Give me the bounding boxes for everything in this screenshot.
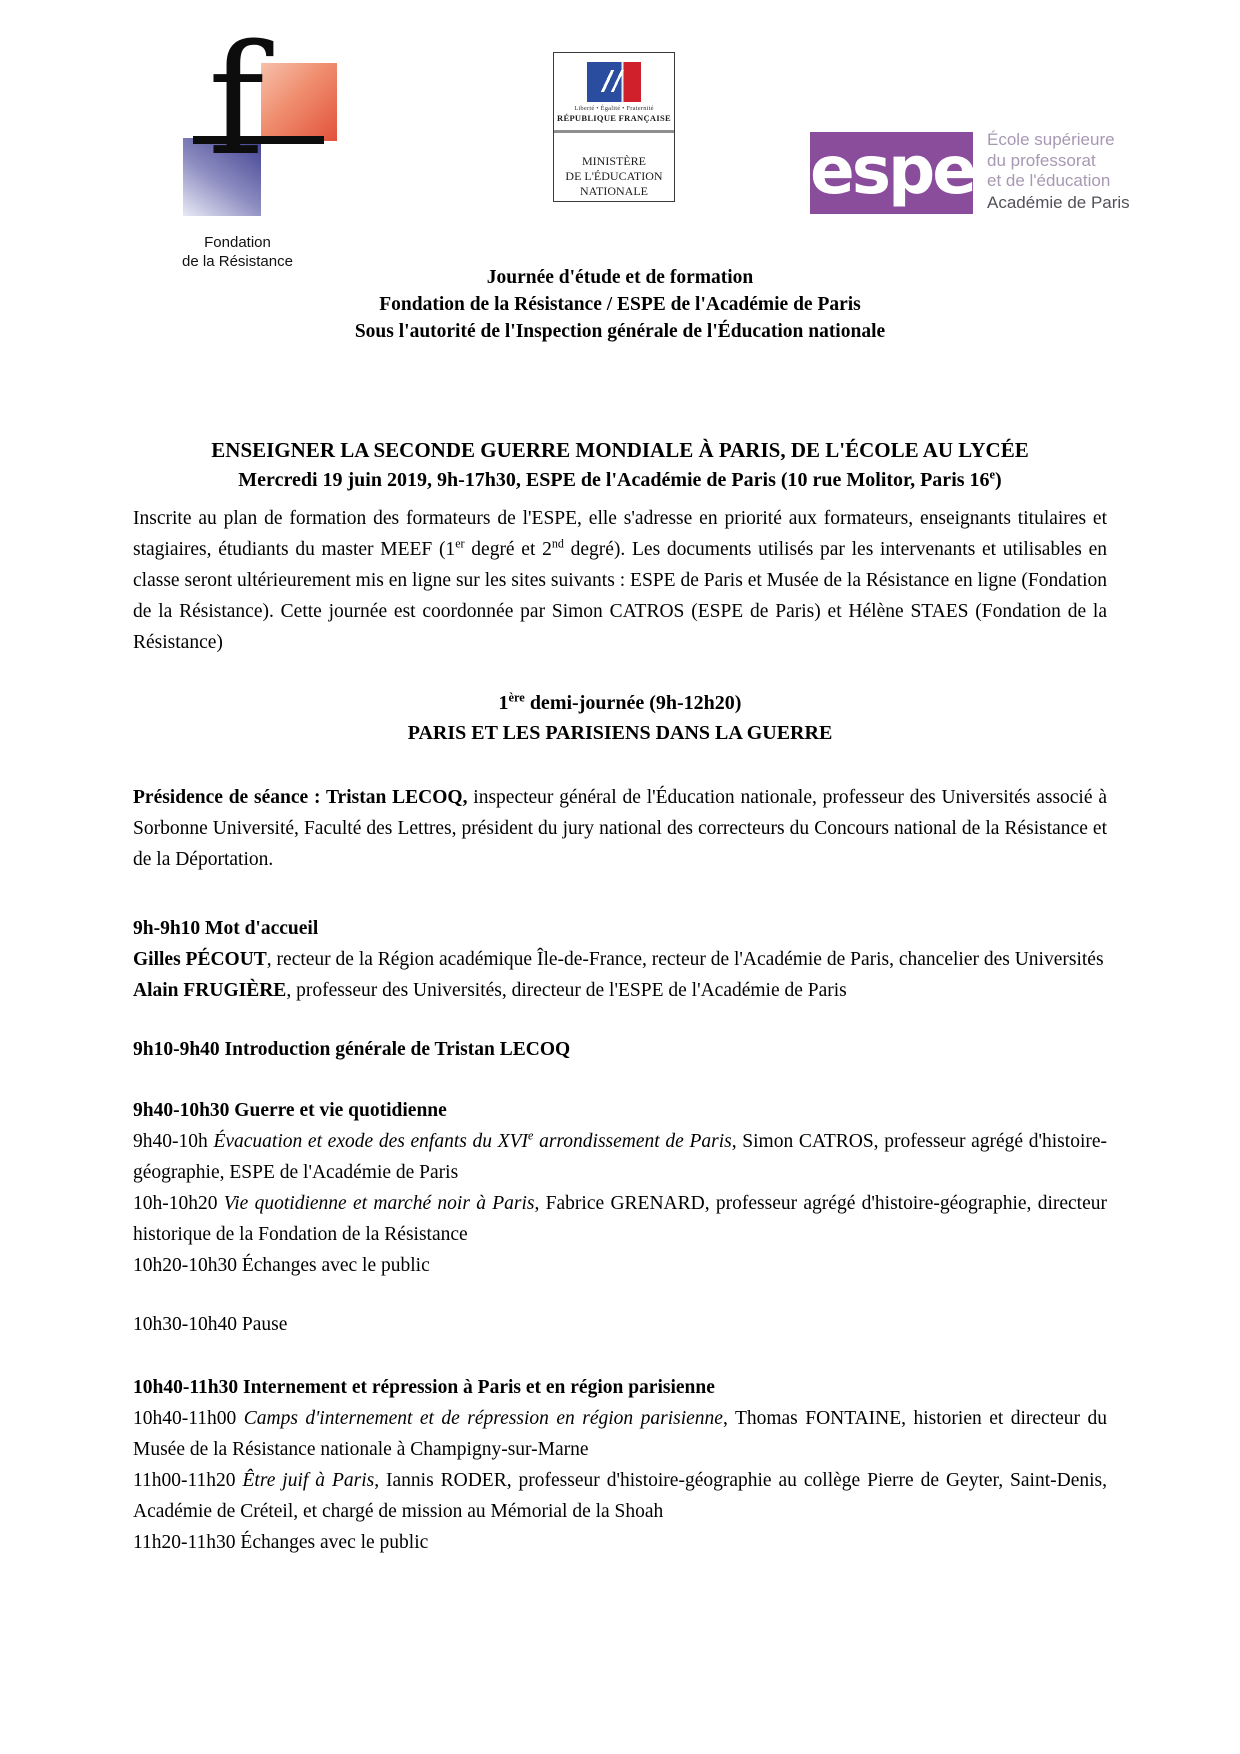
guerre-item1-time: 9h40-10h — [133, 1131, 214, 1152]
section-introduction-heading: 9h10-9h40 Introduction générale de Tristan LECOQ — [133, 1039, 571, 1060]
session-superscript: ère — [508, 690, 525, 705]
accueil-speaker1 — [133, 944, 1107, 975]
ministere-republique: RÉPUBLIQUE FRANÇAISE — [557, 113, 671, 123]
internement-item2-time: 11h00-11h20 — [133, 1470, 243, 1491]
ministere-name-line2: DE L'ÉDUCATION — [565, 169, 663, 183]
pause-line: 10h30-10h40 Pause — [133, 1314, 288, 1335]
espe-subtitle-line2: du professorat — [987, 150, 1096, 170]
espe-academy: Académie de Paris — [987, 192, 1130, 212]
accueil-speaker1-name: Gilles PÉCOUT — [133, 949, 267, 970]
guerre-item1-title-end: arrondissement de Paris — [533, 1131, 732, 1152]
espe-subtitle — [987, 130, 1227, 213]
accueil-speaker1-role: , recteur de la Région académique Île-de-France, recteur de l'Académie de Paris, chancelier des Universités — [266, 949, 1104, 970]
document-title-line2: Fondation de la Résistance / ESPE de l'Académie de Paris — [379, 294, 861, 315]
espe-wordmark: espe — [810, 132, 973, 214]
fondation-f-icon: f — [208, 12, 265, 189]
ministere-name — [554, 154, 674, 199]
guerre-item1 — [133, 1126, 1107, 1188]
accueil-speaker2-role: , professeur des Universités, directeur de l'ESPE de l'Académie de Paris — [286, 980, 847, 1001]
internement-item2-title: Être juif à Paris — [242, 1470, 375, 1491]
presidence-chair-role: inspecteur général de l'Éducation nationale, professeur des Universités associé à Sorbonne Université, Faculté des Lettres, président du jury national des correcteurs du Concours national de la Résistance et de la Déportation. — [133, 787, 1107, 870]
guerre-item2-speaker: , Fabrice GRENARD, professeur agrégé d'histoire-géographie, directeur historique de la Fondation de la Résistance — [133, 1193, 1107, 1245]
section-guerre-heading: 9h40-10h30 Guerre et vie quotidienne — [133, 1100, 447, 1121]
fondation-orange-square — [261, 63, 337, 141]
fondation-caption-line1: Fondation — [204, 234, 271, 251]
intro-paragraph — [133, 503, 1107, 658]
session-num: 1 — [498, 692, 509, 714]
ministere-divider — [554, 130, 674, 133]
section-internement-heading: 10h40-11h30 Internement et répression à Paris et en région parisienne — [133, 1377, 715, 1398]
internement-item1-speaker: , Thomas FONTAINE, historien et directeur du Musée de la Résistance nationale à Champigny-sur-Marne — [133, 1408, 1107, 1460]
intro-text-2: degré et 2 — [464, 539, 552, 560]
event-subtitle-text: Mercredi 19 juin 2019, 9h-17h30, ESPE de l'Académie de Paris (10 rue Molitor, Paris 16 — [238, 469, 990, 491]
guerre-item2-time: 10h-10h20 — [133, 1193, 224, 1214]
document-title-line1: Journée d'étude et de formation — [486, 267, 754, 288]
internement-item2-speaker: , Iannis RODER, professeur d'histoire-géographie au collège Pierre de Geyter, Saint-Denis, Académie de Créteil, et chargé de mission au Mémorial de la Shoah — [133, 1470, 1108, 1522]
intro-superscript-er: er — [455, 536, 465, 551]
session-heading-block — [133, 688, 1107, 748]
presidence-paragraph — [133, 782, 1107, 875]
document-title-line3: Sous l'autorité de l'Inspection générale de l'Éducation nationale — [354, 321, 886, 342]
ministere-name-line3: NATIONALE — [580, 184, 648, 198]
accueil-speaker2 — [133, 975, 1107, 1006]
fondation-caption-line2: de la Résistance — [182, 253, 293, 270]
session-heading — [133, 688, 1107, 718]
ministere-logo — [553, 52, 675, 202]
internement-item1-title: Camps d'internement et de répression en région parisienne — [243, 1408, 723, 1429]
ministere-motto: Liberté • Égalité • Fraternité — [574, 105, 654, 112]
internement-item2 — [133, 1465, 1107, 1527]
guerre-item2-title: Vie quotidienne et marché noir à Paris — [223, 1193, 535, 1214]
guerre-item1-title-superscript: e — [528, 1128, 534, 1143]
document-title-block — [133, 264, 1107, 345]
session-rest: demi-journée (9h-12h20) — [524, 692, 742, 714]
intro-superscript-nd: nd — [551, 536, 564, 551]
presidence-chair-name: Présidence de séance : Tristan LECOQ, — [133, 787, 468, 808]
session-subtitle: PARIS ET LES PARISIENS DANS LA GUERRE — [407, 722, 833, 744]
espe-subtitle-line3: et de l'éducation — [987, 171, 1111, 190]
event-subtitle-superscript: e — [989, 467, 996, 482]
fondation-logo — [150, 12, 325, 270]
event-subtitle — [133, 465, 1107, 495]
document-content — [0, 250, 1240, 1558]
marianne-flag-icon — [587, 62, 641, 102]
internement-item1-time: 10h40-11h00 — [133, 1408, 244, 1429]
espe-subtitle-line1: École supérieure — [987, 130, 1115, 149]
event-subtitle-close: ) — [995, 469, 1002, 491]
guerre-item1-title: Évacuation et exode des enfants du XVI — [213, 1131, 529, 1152]
guerre-item3: 10h20-10h30 Échanges avec le public — [133, 1255, 430, 1276]
accueil-speaker2-name: Alain FRUGIÈRE — [133, 980, 287, 1001]
internement-item3: 11h20-11h30 Échanges avec le public — [133, 1532, 429, 1553]
intro-text-1: Inscrite au plan de formation des formateurs de l'ESPE, elle s'adresse en priorité aux formateurs, enseignants titulaires et stagiaires, étudiants du master MEEF (1 — [133, 508, 1107, 560]
guerre-item2 — [133, 1188, 1107, 1250]
ministere-name-line1: MINISTÈRE — [582, 154, 646, 168]
section-accueil-heading: 9h-9h10 Mot d'accueil — [133, 918, 319, 939]
event-title: ENSEIGNER LA SECONDE GUERRE MONDIALE À PARIS, DE L'ÉCOLE AU LYCÉE — [211, 438, 1029, 462]
intro-text-3: degré). Les documents utilisés par les intervenants et utilisables en classe seront ultérieurement mis en ligne sur les sites suivants : ESPE de Paris et Musée de la Résistance en ligne (Fondation de la Résistance). Cette journée est coordonnée par Simon CATROS (ESPE de Paris) et Hélène STAES (Fondation de la Résistance) — [133, 539, 1107, 653]
guerre-item1-speaker: , Simon CATROS, professeur agrégé d'histoire-géographie, ESPE de l'Académie de Paris — [133, 1131, 1108, 1183]
logo-header — [0, 0, 1240, 270]
internement-item1 — [133, 1403, 1107, 1465]
